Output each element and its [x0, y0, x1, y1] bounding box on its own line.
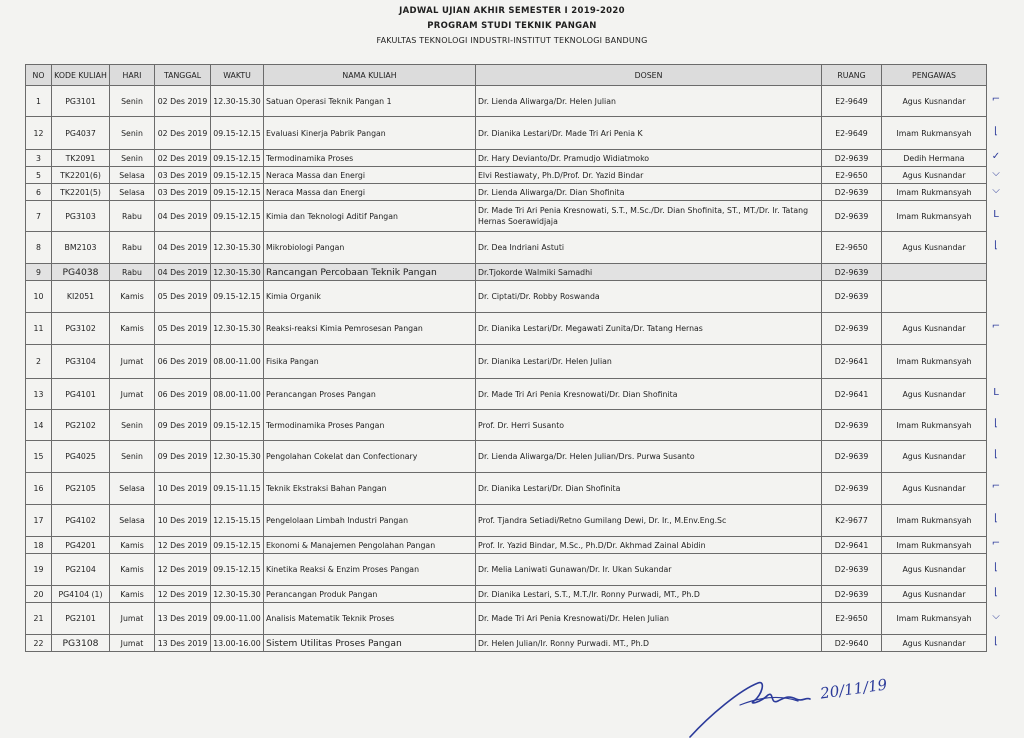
cell-kode-kuliah: PG2101	[52, 603, 110, 635]
cell-pengawas: Agus Kusnandar	[882, 441, 987, 473]
cell-no: 9	[26, 264, 52, 281]
cell-waktu: 09.15-12.15	[211, 184, 264, 201]
cell-kode-kuliah: BM2103	[52, 232, 110, 264]
cell-hari: Senin	[110, 410, 155, 441]
cell-dosen: Dr. Melia Laniwati Gunawan/Dr. Ir. Ukan Sukandar	[476, 554, 822, 586]
header-waktu: WAKTU	[211, 65, 264, 86]
cell-ruang: E2-9650	[822, 167, 882, 184]
table-row	[26, 473, 987, 505]
header-hari: HARI	[110, 65, 155, 86]
cell-pengawas: Imam Rukmansyah	[882, 410, 987, 441]
cell-tanggal: 13 Des 2019	[155, 635, 211, 652]
cell-no: 11	[26, 313, 52, 345]
cell-no: 7	[26, 201, 52, 232]
cell-pengawas: Agus Kusnandar	[882, 635, 987, 652]
table-row	[26, 410, 987, 441]
cell-no: 15	[26, 441, 52, 473]
cell-kode-kuliah: PG4025	[52, 441, 110, 473]
cell-dosen: Prof. Dr. Herri Susanto	[476, 410, 822, 441]
cell-kode-kuliah: TK2201(5)	[52, 184, 110, 201]
cell-waktu: 09.15-12.15	[211, 537, 264, 554]
cell-ruang: D2-9639	[822, 554, 882, 586]
cell-hari: Jumat	[110, 635, 155, 652]
checkmark-icon: ⌊	[994, 240, 998, 251]
cell-hari: Jumat	[110, 603, 155, 635]
cell-pengawas: Imam Rukmansyah	[882, 603, 987, 635]
cell-kode-kuliah: PG3108	[52, 635, 110, 652]
cell-dosen: Elvi Restiawaty, Ph.D/Prof. Dr. Yazid Bindar	[476, 167, 822, 184]
cell-tanggal: 12 Des 2019	[155, 586, 211, 603]
cell-dosen: Dr. Hary Devianto/Dr. Pramudjo Widiatmoko	[476, 150, 822, 167]
cell-dosen: Prof. Tjandra Setiadi/Retno Gumilang Dewi, Dr. Ir., M.Env.Eng.Sc	[476, 505, 822, 537]
cell-ruang: K2-9677	[822, 505, 882, 537]
cell-dosen: Dr. Helen Julian/Ir. Ronny Purwadi. MT., Ph.D	[476, 635, 822, 652]
cell-nama-kuliah: Kimia dan Teknologi Aditif Pangan	[264, 201, 476, 232]
cell-pengawas: Agus Kusnandar	[882, 232, 987, 264]
cell-tanggal: 02 Des 2019	[155, 150, 211, 167]
cell-pengawas: Imam Rukmansyah	[882, 345, 987, 379]
cell-nama-kuliah: Fisika Pangan	[264, 345, 476, 379]
cell-nama-kuliah: Reaksi-reaksi Kimia Pemrosesan Pangan	[264, 313, 476, 345]
cell-hari: Jumat	[110, 345, 155, 379]
cell-ruang: D2-9639	[822, 313, 882, 345]
cell-waktu: 09.00-11.00	[211, 603, 264, 635]
cell-hari: Selasa	[110, 167, 155, 184]
cell-hari: Kamis	[110, 313, 155, 345]
cell-pengawas: Imam Rukmansyah	[882, 537, 987, 554]
checkmark-icon: ⌊	[994, 449, 998, 460]
table-row	[26, 441, 987, 473]
cell-pengawas: Imam Rukmansyah	[882, 184, 987, 201]
checkmark-icon: ⌊	[994, 562, 998, 573]
cell-nama-kuliah: Termodinamika Proses Pangan	[264, 410, 476, 441]
cell-no: 13	[26, 379, 52, 410]
cell-no: 12	[26, 117, 52, 150]
cell-ruang: D2-9639	[822, 264, 882, 281]
cell-ruang: E2-9649	[822, 86, 882, 117]
cell-ruang: D2-9639	[822, 184, 882, 201]
checkmark-icon: ⌊	[994, 513, 998, 524]
cell-nama-kuliah: Kimia Organik	[264, 281, 476, 313]
cell-no: 18	[26, 537, 52, 554]
checkmark-icon: ⌵	[992, 184, 1000, 196]
cell-dosen: Dr. Made Tri Ari Penia Kresnowati, S.T., M.Sc./Dr. Dian Shofinita, ST., MT./Dr. Ir. Tatang Hernas Soerawidjaja	[476, 201, 822, 232]
cell-pengawas	[882, 281, 987, 313]
table-row	[26, 554, 987, 586]
cell-dosen: Dr. Ciptati/Dr. Robby Roswanda	[476, 281, 822, 313]
signature-date: 20/11/19	[819, 675, 889, 703]
cell-no: 20	[26, 586, 52, 603]
cell-kode-kuliah: PG3102	[52, 313, 110, 345]
cell-ruang: D2-9641	[822, 345, 882, 379]
cell-tanggal: 06 Des 2019	[155, 345, 211, 379]
cell-no: 6	[26, 184, 52, 201]
cell-no: 17	[26, 505, 52, 537]
cell-no: 14	[26, 410, 52, 441]
table-row	[26, 586, 987, 603]
cell-no: 5	[26, 167, 52, 184]
cell-tanggal: 09 Des 2019	[155, 441, 211, 473]
table-row	[26, 345, 987, 379]
cell-kode-kuliah: PG4037	[52, 117, 110, 150]
cell-no: 19	[26, 554, 52, 586]
table-row	[26, 281, 987, 313]
cell-pengawas	[882, 264, 987, 281]
table-row	[26, 603, 987, 635]
cell-no: 22	[26, 635, 52, 652]
cell-hari: Rabu	[110, 201, 155, 232]
cell-kode-kuliah: PG4038	[52, 264, 110, 281]
cell-tanggal: 05 Des 2019	[155, 313, 211, 345]
checkmark-icon: ⌐	[991, 93, 1001, 105]
cell-dosen: Dr. Dianika Lestari, S.T., M.T./Ir. Ronny Purwadi, MT., Ph.D	[476, 586, 822, 603]
signature-icon	[670, 665, 870, 738]
cell-waktu: 08.00-11.00	[211, 379, 264, 410]
cell-ruang: D2-9641	[822, 379, 882, 410]
checkmark-icon: ⌊	[994, 635, 998, 647]
cell-waktu: 09.15-12.15	[211, 117, 264, 150]
cell-ruang: D2-9640	[822, 635, 882, 652]
table-row	[26, 379, 987, 410]
exam-schedule-table	[25, 64, 987, 652]
cell-nama-kuliah: Mikrobiologi Pangan	[264, 232, 476, 264]
cell-waktu: 09.15-12.15	[211, 150, 264, 167]
cell-waktu: 12.30-15.30	[211, 586, 264, 603]
cell-waktu: 12.30-15.30	[211, 86, 264, 117]
cell-tanggal: 05 Des 2019	[155, 281, 211, 313]
cell-tanggal: 10 Des 2019	[155, 505, 211, 537]
cell-hari: Kamis	[110, 554, 155, 586]
cell-pengawas: Imam Rukmansyah	[882, 201, 987, 232]
cell-pengawas: Agus Kusnandar	[882, 86, 987, 117]
table-row	[26, 313, 987, 345]
cell-hari: Senin	[110, 117, 155, 150]
cell-pengawas: Imam Rukmansyah	[882, 117, 987, 150]
cell-tanggal: 06 Des 2019	[155, 379, 211, 410]
cell-dosen: Dr. Dianika Lestari/Dr. Made Tri Ari Penia K	[476, 117, 822, 150]
cell-kode-kuliah: TK2091	[52, 150, 110, 167]
cell-no: 10	[26, 281, 52, 313]
cell-ruang: D2-9639	[822, 441, 882, 473]
table-row	[26, 184, 987, 201]
cell-pengawas: Agus Kusnandar	[882, 473, 987, 505]
cell-nama-kuliah: Pengelolaan Limbah Industri Pangan	[264, 505, 476, 537]
cell-tanggal: 13 Des 2019	[155, 603, 211, 635]
table-row	[26, 167, 987, 184]
cell-waktu: 09.15-12.15	[211, 201, 264, 232]
cell-tanggal: 12 Des 2019	[155, 554, 211, 586]
cell-tanggal: 03 Des 2019	[155, 184, 211, 201]
cell-dosen: Dr. Made Tri Ari Penia Kresnowati/Dr. Dian Shofinita	[476, 379, 822, 410]
cell-nama-kuliah: Teknik Ekstraksi Bahan Pangan	[264, 473, 476, 505]
cell-tanggal: 09 Des 2019	[155, 410, 211, 441]
header-tanggal: TANGGAL	[155, 65, 211, 86]
cell-hari: Selasa	[110, 505, 155, 537]
cell-pengawas: Agus Kusnandar	[882, 554, 987, 586]
cell-waktu: 09.15-12.15	[211, 281, 264, 313]
cell-no: 2	[26, 345, 52, 379]
cell-no: 21	[26, 603, 52, 635]
cell-waktu: 12.15-15.15	[211, 505, 264, 537]
checkmark-icon: ⌐	[991, 537, 1001, 549]
cell-kode-kuliah: TK2201(6)	[52, 167, 110, 184]
header-kode-kuliah: KODE KULIAH	[52, 65, 110, 86]
cell-ruang: D2-9639	[822, 201, 882, 232]
checkmark-icon: ⌐	[991, 481, 1001, 492]
table-row	[26, 117, 987, 150]
cell-dosen: Dr. Lienda Aliwarga/Dr. Helen Julian	[476, 86, 822, 117]
cell-hari: Selasa	[110, 184, 155, 201]
cell-hari: Kamis	[110, 537, 155, 554]
cell-tanggal: 04 Des 2019	[155, 201, 211, 232]
cell-hari: Senin	[110, 150, 155, 167]
cell-tanggal: 12 Des 2019	[155, 537, 211, 554]
cell-dosen: Dr. Dianika Lestari/Dr. Megawati Zunita/Dr. Tatang Hernas	[476, 313, 822, 345]
checkmark-icon: ⌊	[994, 125, 998, 137]
cell-dosen: Dr. Dea Indriani Astuti	[476, 232, 822, 264]
cell-waktu: 09.15-11.15	[211, 473, 264, 505]
cell-nama-kuliah: Analisis Matematik Teknik Proses	[264, 603, 476, 635]
checkmark-icon: ⌊	[994, 586, 998, 598]
cell-tanggal: 03 Des 2019	[155, 167, 211, 184]
cell-nama-kuliah: Neraca Massa dan Energi	[264, 184, 476, 201]
cell-dosen: Dr. Dianika Lestari/Dr. Dian Shofinita	[476, 473, 822, 505]
cell-dosen: Dr.Tjokorde Walmiki Samadhi	[476, 264, 822, 281]
cell-dosen: Prof. Ir. Yazid Bindar, M.Sc., Ph.D/Dr. Akhmad Zainal Abidin	[476, 537, 822, 554]
cell-pengawas: Imam Rukmansyah	[882, 505, 987, 537]
cell-nama-kuliah: Evaluasi Kinerja Pabrik Pangan	[264, 117, 476, 150]
checkmark-icon: ⌊	[994, 417, 998, 429]
document-title: JADWAL UJIAN AKHIR SEMESTER I 2019-2020	[399, 6, 625, 16]
cell-no: 1	[26, 86, 52, 117]
cell-hari: Senin	[110, 86, 155, 117]
checkmark-icon: ⌵	[992, 167, 1000, 179]
cell-ruang: D2-9641	[822, 537, 882, 554]
header-pengawas: PENGAWAS	[882, 65, 987, 86]
cell-kode-kuliah: PG4102	[52, 505, 110, 537]
cell-ruang: D2-9639	[822, 281, 882, 313]
cell-ruang: D2-9639	[822, 150, 882, 167]
cell-waktu: 13.00-16.00	[211, 635, 264, 652]
cell-hari: Rabu	[110, 232, 155, 264]
cell-dosen: Dr. Dianika Lestari/Dr. Helen Julian	[476, 345, 822, 379]
cell-ruang: D2-9639	[822, 410, 882, 441]
cell-waktu: 12.30-15.30	[211, 264, 264, 281]
cell-waktu: 12.30-15.30	[211, 441, 264, 473]
cell-pengawas: Agus Kusnandar	[882, 313, 987, 345]
checkmark-icon: ✓	[991, 150, 1001, 162]
header-ruang: RUANG	[822, 65, 882, 86]
cell-kode-kuliah: PG3104	[52, 345, 110, 379]
cell-kode-kuliah: PG3101	[52, 86, 110, 117]
faculty-title: FAKULTAS TEKNOLOGI INDUSTRI-INSTITUT TEKNOLOGI BANDUNG	[376, 36, 648, 45]
cell-hari: Selasa	[110, 473, 155, 505]
cell-tanggal: 02 Des 2019	[155, 86, 211, 117]
cell-hari: Kamis	[110, 586, 155, 603]
cell-waktu: 09.15-12.15	[211, 167, 264, 184]
header-dosen: DOSEN	[476, 65, 822, 86]
cell-ruang: E2-9650	[822, 603, 882, 635]
checkmark-icon: ⌐	[991, 321, 1001, 332]
cell-tanggal: 04 Des 2019	[155, 264, 211, 281]
cell-waktu: 12.30-15.30	[211, 313, 264, 345]
table-row	[26, 232, 987, 264]
table-row	[26, 264, 987, 281]
table-row	[26, 201, 987, 232]
cell-ruang: E2-9650	[822, 232, 882, 264]
cell-pengawas: Agus Kusnandar	[882, 379, 987, 410]
cell-dosen: Dr. Made Tri Ari Penia Kresnowati/Dr. Helen Julian	[476, 603, 822, 635]
header-no: NO	[26, 65, 52, 86]
table-row	[26, 150, 987, 167]
cell-pengawas: Agus Kusnandar	[882, 586, 987, 603]
cell-kode-kuliah: PG2105	[52, 473, 110, 505]
table-row	[26, 635, 987, 652]
cell-waktu: 12.30-15.30	[211, 232, 264, 264]
cell-kode-kuliah: PG4201	[52, 537, 110, 554]
checkmark-icon: L	[993, 208, 999, 220]
cell-no: 16	[26, 473, 52, 505]
cell-pengawas: Dedih Hermana	[882, 150, 987, 167]
cell-no: 3	[26, 150, 52, 167]
cell-no: 8	[26, 232, 52, 264]
cell-nama-kuliah: Termodinamika Proses	[264, 150, 476, 167]
cell-waktu: 09.15-12.15	[211, 410, 264, 441]
cell-pengawas: Agus Kusnandar	[882, 167, 987, 184]
cell-nama-kuliah: Satuan Operasi Teknik Pangan 1	[264, 86, 476, 117]
checkmark-icon: L	[993, 386, 999, 398]
cell-waktu: 08.00-11.00	[211, 345, 264, 379]
cell-dosen: Dr. Lienda Aliwarga/Dr. Dian Shofinita	[476, 184, 822, 201]
cell-nama-kuliah: Pengolahan Cokelat dan Confectionary	[264, 441, 476, 473]
cell-kode-kuliah: PG3103	[52, 201, 110, 232]
header-nama-kuliah: NAMA KULIAH	[264, 65, 476, 86]
cell-nama-kuliah: Perancangan Proses Pangan	[264, 379, 476, 410]
cell-tanggal: 04 Des 2019	[155, 232, 211, 264]
cell-nama-kuliah: Ekonomi & Manajemen Pengolahan Pangan	[264, 537, 476, 554]
cell-kode-kuliah: PG2104	[52, 554, 110, 586]
cell-tanggal: 02 Des 2019	[155, 117, 211, 150]
cell-kode-kuliah: PG2102	[52, 410, 110, 441]
table-row	[26, 505, 987, 537]
cell-nama-kuliah: Sistem Utilitas Proses Pangan	[264, 635, 476, 652]
checkmark-icon: ⌵	[992, 611, 1000, 622]
cell-dosen: Dr. Lienda Aliwarga/Dr. Helen Julian/Drs. Purwa Susanto	[476, 441, 822, 473]
cell-waktu: 09.15-12.15	[211, 554, 264, 586]
cell-tanggal: 10 Des 2019	[155, 473, 211, 505]
cell-hari: Kamis	[110, 281, 155, 313]
cell-ruang: D2-9639	[822, 586, 882, 603]
cell-ruang: D2-9639	[822, 473, 882, 505]
cell-kode-kuliah: PG4104 (1)	[52, 586, 110, 603]
cell-ruang: E2-9649	[822, 117, 882, 150]
cell-nama-kuliah: Neraca Massa dan Energi	[264, 167, 476, 184]
cell-kode-kuliah: PG4101	[52, 379, 110, 410]
cell-hari: Jumat	[110, 379, 155, 410]
cell-kode-kuliah: KI2051	[52, 281, 110, 313]
cell-nama-kuliah: Perancangan Produk Pangan	[264, 586, 476, 603]
cell-nama-kuliah: Kinetika Reaksi & Enzim Proses Pangan	[264, 554, 476, 586]
table-row	[26, 537, 987, 554]
table-header-row	[26, 65, 987, 86]
table-row	[26, 86, 987, 117]
cell-hari: Rabu	[110, 264, 155, 281]
program-title: PROGRAM STUDI TEKNIK PANGAN	[427, 21, 597, 31]
cell-hari: Senin	[110, 441, 155, 473]
cell-nama-kuliah: Rancangan Percobaan Teknik Pangan	[264, 264, 476, 281]
